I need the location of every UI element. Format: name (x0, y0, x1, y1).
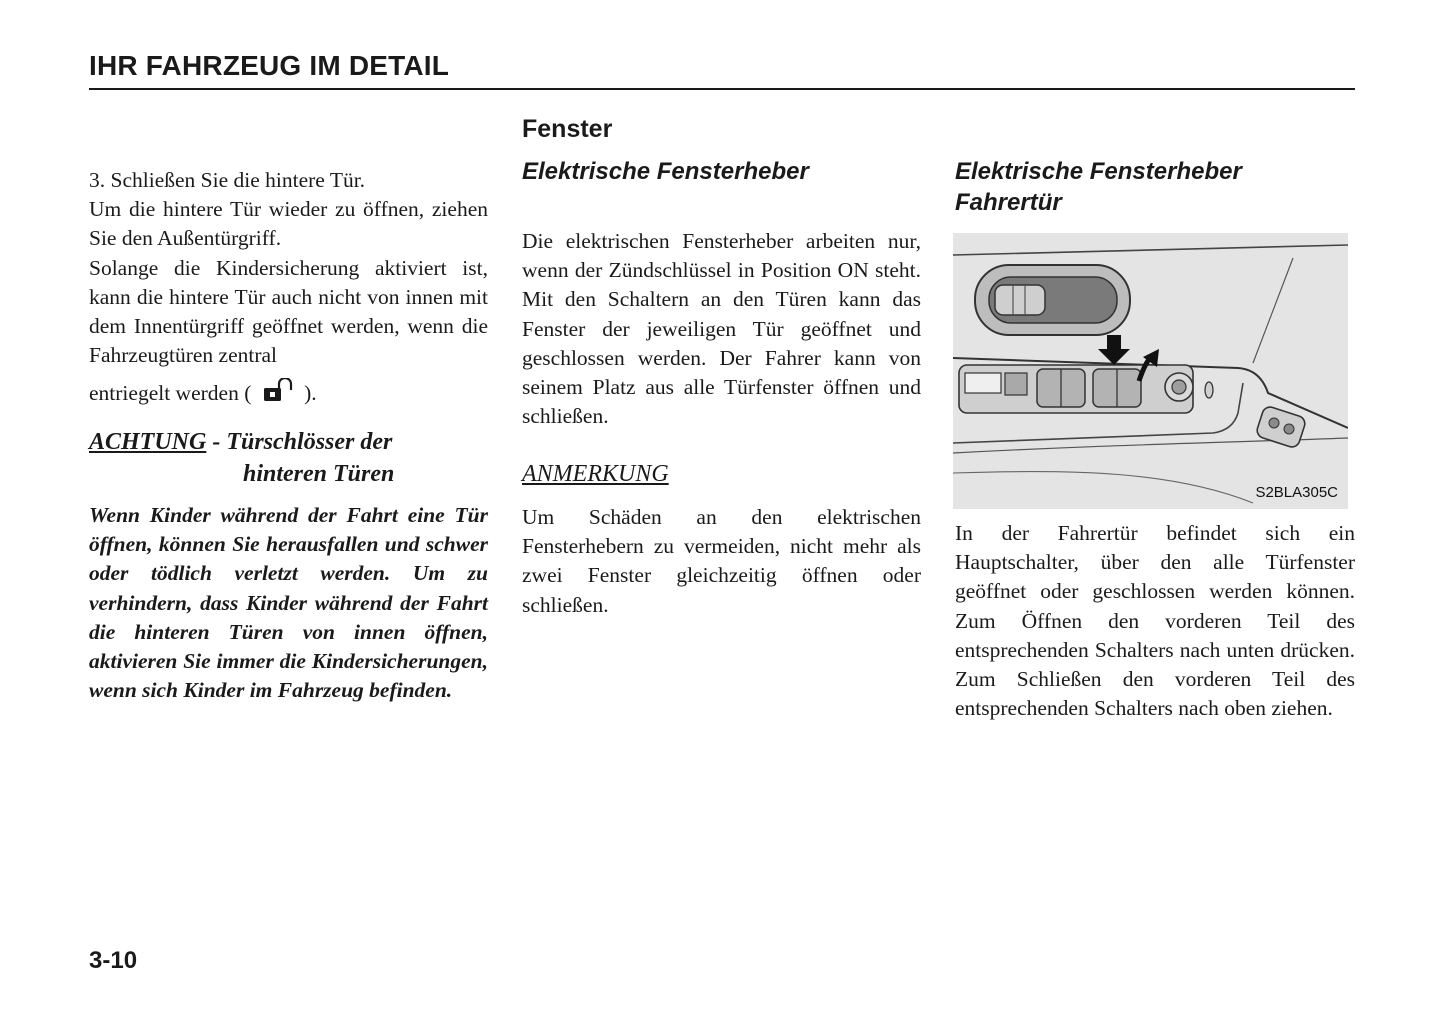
driver-door-description: In der Fahrertür befindet sich ein Hauptschalter, über den alle Türfenster geöffnet oder geschlossen werden können. Zum Öffnen den vorderen Teil des entsprechenden Schalters nach unten drücken. Zum Schließen den vorderen Teil des entsprechenden Schalters nach oben ziehen. (955, 521, 1355, 721)
note-label: ANMERKUNG (522, 461, 669, 487)
page-number: 3-10 (89, 947, 138, 974)
paragraph-line: Um die hintere Tür wieder zu öffnen, ziehen Sie den Außentürgriff. (89, 197, 488, 251)
driver-door-subtitle-line2: Fahrertür (955, 189, 1062, 216)
warning-title-line1: - Türschlösser der (206, 429, 393, 455)
window-lifter-description: Die elektrischen Fensterheber arbeiten nur, wenn der Zündschlüssel in Position ON steht. Mit den Schaltern an den Türen kann das Fenster der jeweiligen Tür geöffnet und geschlossen werden. Der Fahrer kann von seinem Platz aus alle Türfenster öffnen und schließen. (522, 229, 921, 429)
unlock-line-after: ). (304, 381, 317, 406)
unlock-line (89, 378, 488, 408)
warning-body: Wenn Kinder während der Fahrt eine Tür öffnen, können Sie herausfallen und schwer oder tödlich verletzt werden. Um zu verhindern, dass Kinder während der Fahrt die hinteren Türen von innen öffnen, aktivieren Sie immer die Kindersicherungen, wenn sich Kinder im Fahrzeug befinden. (89, 503, 488, 703)
page-header-title: IHR FAHRZEUG IM DETAIL (89, 50, 450, 81)
unlock-line-before: entriegelt werden ( (89, 381, 252, 406)
door-panel-illustration (953, 233, 1348, 509)
driver-door-subtitle-line1: Elektrische Fensterheber (955, 158, 1242, 185)
figure-code: S2BLA305C (1255, 484, 1338, 501)
warning-label: ACHTUNG (89, 429, 207, 455)
section-title: Fenster (522, 115, 613, 143)
header-divider (89, 88, 1355, 90)
window-switch-panel-icon (959, 365, 1193, 413)
paragraph-line: Solange die Kindersicherung aktiviert ist, kann die hintere Tür auch nicht von innen mit dem Innentürgriff geöffnet werden, wenn die Fahrzeugtüren zentral (89, 255, 488, 368)
warning-heading (89, 426, 488, 490)
left-column-text (89, 166, 488, 409)
warning-title-line2: hinteren Türen (243, 461, 395, 487)
driver-door-switch-figure (953, 233, 1348, 509)
note-body: Um Schäden an den elektrischen Fensterhebern zu vermeiden, nicht mehr als zwei Fenster gleichzeitig öffnen oder schließen. (522, 505, 921, 617)
driver-door-subtitle (955, 156, 1355, 218)
subsection-title: Elektrische Fensterheber (522, 158, 809, 185)
door-handle-icon (975, 265, 1130, 335)
paragraph-line: 3. Schließen Sie die hintere Tür. (89, 168, 366, 192)
unlocked-padlock-icon (261, 378, 295, 404)
